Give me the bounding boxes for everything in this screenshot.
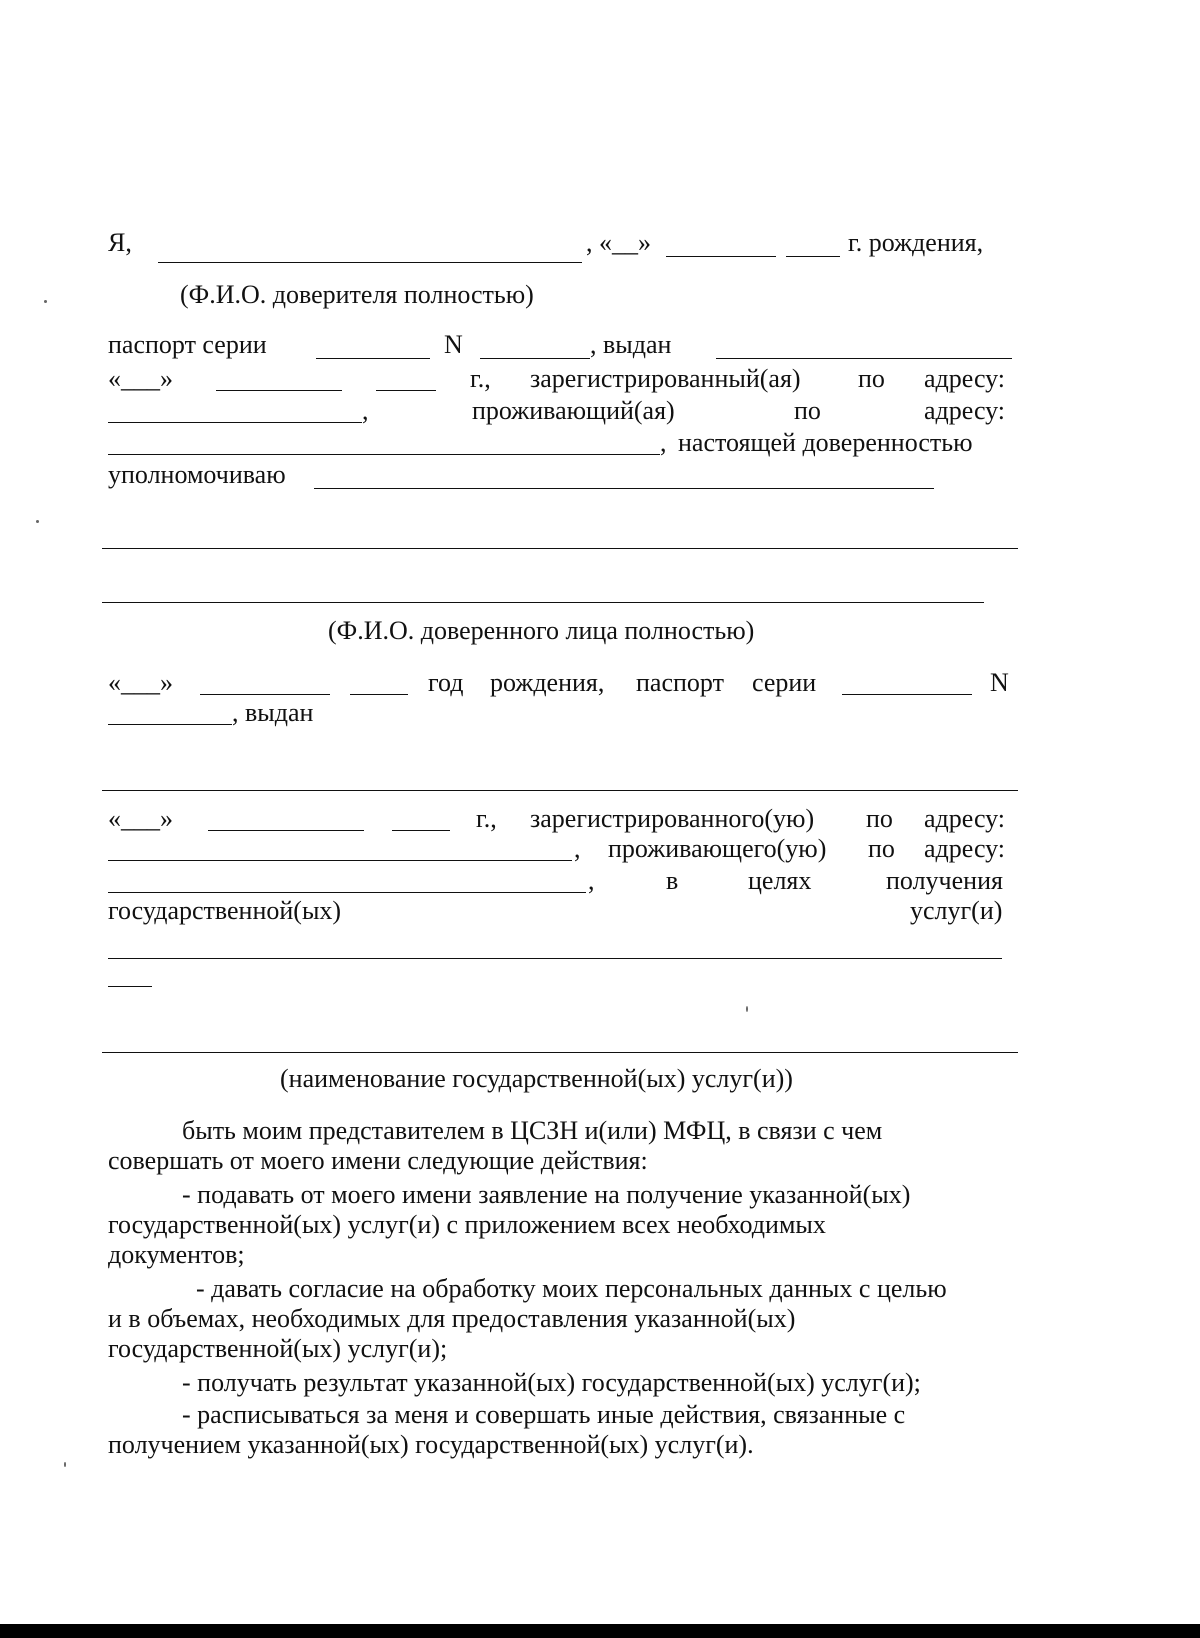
passport-series-label: паспорт серии	[108, 330, 267, 359]
body-text-7: и в объемах, необходимых для предоставления указанной(ых)	[108, 1304, 796, 1333]
agent-registered-label: зарегистрированного(ую)	[530, 804, 815, 833]
birth-day-quote: , «__»	[586, 228, 651, 257]
body-text-4: государственной(ых) услуг(и) с приложением всех необходимых	[108, 1210, 826, 1239]
agent-series-label: серии	[752, 668, 817, 697]
scan-speck	[64, 1462, 66, 1467]
scan-speck	[44, 300, 47, 303]
issue-day-quote: «___»	[108, 364, 173, 393]
registered-label: зарегистрированный(ая)	[530, 364, 801, 393]
agent-name-blank-1[interactable]	[314, 488, 934, 489]
residing-address-label: адресу:	[924, 396, 1006, 425]
birth-month-blank[interactable]	[666, 256, 776, 257]
purpose-v: в	[666, 866, 679, 895]
body-text-1: быть моим представителем в ЦСЗН и(или) МФЦ, в связи с чем	[182, 1116, 883, 1145]
residing-po-label: по	[794, 396, 821, 425]
agent-passport-label: паспорт	[636, 668, 724, 697]
body-text-11: получением указанной(ых) государственной(ых) услуг(и).	[108, 1430, 754, 1459]
passport-issuer-blank[interactable]	[716, 358, 1012, 359]
purpose-goals: целях	[748, 866, 812, 895]
scan-speck	[36, 520, 39, 523]
issue-month-blank[interactable]	[216, 390, 342, 391]
residing-comma: ,	[362, 396, 369, 425]
scan-speck	[746, 1006, 748, 1012]
power-comma: ,	[660, 428, 667, 457]
agent-name-blank-2[interactable]	[102, 548, 1018, 549]
agent-residing-comma: ,	[574, 834, 581, 863]
purpose-comma: ,	[588, 866, 595, 895]
agent-birth-year-label: год	[428, 668, 464, 697]
agent-residing-label: проживающего(ую)	[608, 834, 827, 863]
agent-issuer-blank[interactable]	[102, 790, 1018, 791]
passport-number-blank[interactable]	[480, 358, 590, 359]
agent-residing-po-label: по	[868, 834, 895, 863]
services-name-blank-3[interactable]	[102, 1052, 1018, 1053]
agent-issue-day-quote: «___»	[108, 804, 173, 833]
agent-residing-address-blank[interactable]	[108, 892, 586, 893]
issue-g-label: г.,	[470, 364, 491, 393]
services-caption: (наименование государственной(ых) услуг(и))	[280, 1064, 793, 1093]
body-text-3: - подавать от моего имени заявление на получение указанной(ых)	[182, 1180, 911, 1209]
agent-registered-address-label: адресу:	[924, 804, 1006, 833]
passport-issued-label: , выдан	[590, 330, 672, 359]
agent-name-blank-3[interactable]	[102, 602, 984, 603]
passport-n-label: N	[444, 330, 463, 359]
agent-birth-label: рождения,	[490, 668, 605, 697]
agent-registered-po-label: по	[866, 804, 893, 833]
birth-label: г. рождения,	[848, 228, 984, 257]
principal-name-blank[interactable]	[158, 262, 582, 263]
services-left: государственной(ых)	[108, 896, 342, 925]
services-name-blank-1[interactable]	[108, 958, 1002, 959]
agent-passport-number-blank[interactable]	[108, 724, 232, 725]
body-text-9: - получать результат указанной(ых) государственной(ых) услуг(и);	[182, 1368, 921, 1397]
agent-issue-month-blank[interactable]	[208, 830, 364, 831]
agent-residing-address-label: адресу:	[924, 834, 1006, 863]
passport-series-blank[interactable]	[316, 358, 430, 359]
agent-birth-day-quote: «___»	[108, 668, 173, 697]
scan-bottom-edge	[0, 1624, 1200, 1638]
ya-label: Я,	[108, 228, 132, 257]
body-text-2: совершать от моего имени следующие действия:	[108, 1146, 648, 1175]
agent-caption: (Ф.И.О. доверенного лица полностью)	[328, 616, 755, 645]
power-text: настоящей доверенностью	[678, 428, 973, 457]
registered-po-label: по	[858, 364, 885, 393]
agent-birth-year-blank[interactable]	[350, 694, 408, 695]
principal-caption: (Ф.И.О. доверителя полностью)	[180, 280, 534, 309]
issue-year-blank[interactable]	[376, 390, 436, 391]
agent-birth-month-blank[interactable]	[200, 694, 330, 695]
purpose-receiving: получения	[886, 866, 1003, 895]
agent-n-label: N	[990, 668, 1009, 697]
body-text-6: - давать согласие на обработку моих персональных данных с целью	[196, 1274, 947, 1303]
services-right: услуг(и)	[910, 896, 1003, 925]
agent-issue-g-label: г.,	[476, 804, 497, 833]
services-name-blank-2[interactable]	[108, 986, 152, 987]
body-text-5: документов;	[108, 1240, 245, 1269]
body-text-8: государственной(ых) услуг(и);	[108, 1334, 448, 1363]
agent-issued-label: , выдан	[232, 698, 314, 727]
agent-registered-address-blank[interactable]	[108, 860, 572, 861]
body-line-1	[182, 1116, 1012, 1146]
authorize-label: уполномочиваю	[108, 460, 286, 489]
registered-address-label: адресу:	[924, 364, 1006, 393]
agent-issue-year-blank[interactable]	[392, 830, 450, 831]
agent-passport-series-blank[interactable]	[842, 694, 972, 695]
residing-label: проживающий(ая)	[472, 396, 675, 425]
residing-address-blank[interactable]	[108, 454, 660, 455]
body-text-10: - расписываться за меня и совершать иные действия, связанные с	[182, 1400, 906, 1429]
birth-year-blank[interactable]	[786, 256, 840, 257]
registered-address-blank[interactable]	[108, 422, 362, 423]
